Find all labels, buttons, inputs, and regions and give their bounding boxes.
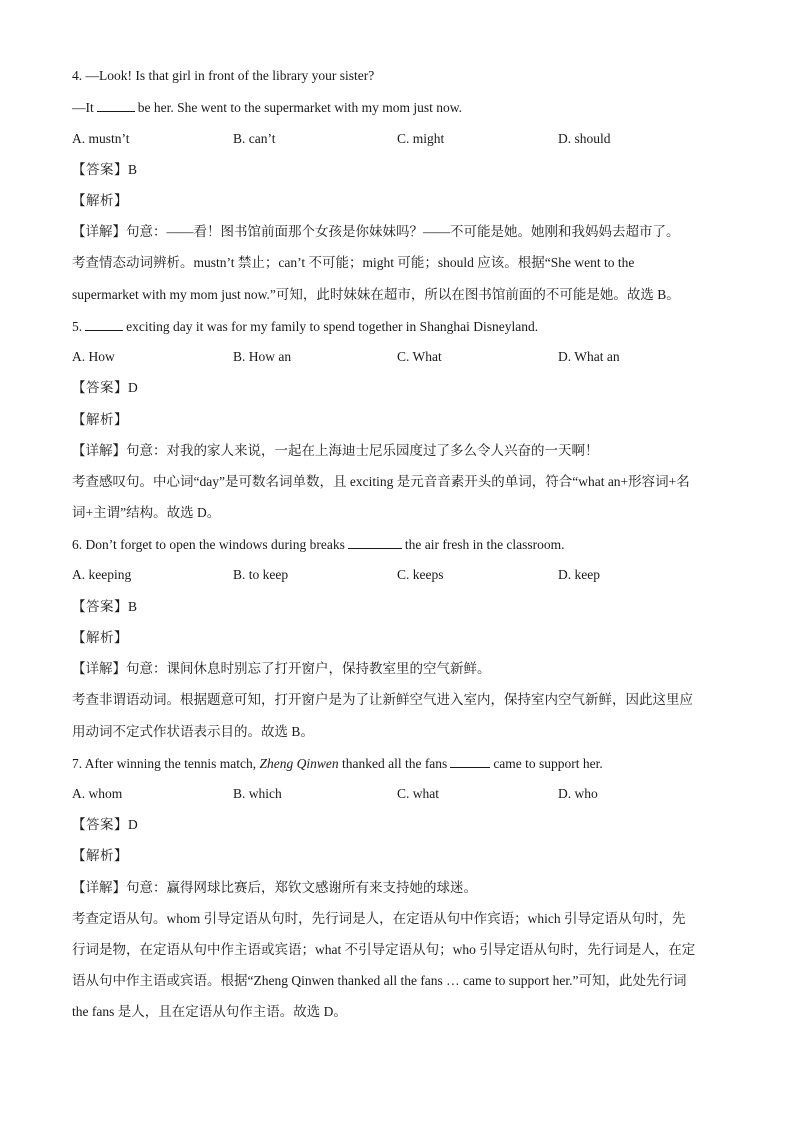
stem-text: 7. After winning the tennis match, [72, 756, 257, 771]
question-7-detail-line: 语从句中作主语或宾语。根据“Zheng Qinwen thanked all the fans … came to support her.”可知，此处先行词 [72, 973, 687, 988]
question-5-answer: 【答案】D [72, 380, 139, 395]
stem-text: 6. Don’t forget to open the windows during breaks [72, 537, 345, 552]
option-a: A. How [72, 349, 115, 364]
answer-blank [348, 535, 402, 549]
question-6-stem [72, 535, 565, 554]
option-d: D. who [558, 786, 598, 801]
question-4-detail-line: supermarket with my mom just now.”可知，此时妹妹在超市，所以在图书馆前面的不可能是她。故选 B。 [72, 287, 680, 302]
question-6-analysis-label: 【解析】 [72, 630, 128, 645]
question-7-detail-line: 【详解】句意：赢得网球比赛后，郑钦文感谢所有来支持她的球迷。 [72, 880, 477, 895]
option-b: B. How an [233, 349, 292, 364]
question-4-detail-line: 考查情态动词辨析。mustn’t 禁止；can’t 不可能；might 可能；should 应该。根据“She went to the [72, 255, 635, 270]
stem-text: —It [72, 100, 94, 115]
question-5-detail-line: 词+主谓”结构。故选 D。 [72, 505, 221, 520]
question-4-detail-line: 【详解】句意：——看！图书馆前面那个女孩是你妹妹吗？——不可能是她。她刚和我妈妈去超市了。 [72, 224, 680, 239]
question-7-answer: 【答案】D [72, 817, 139, 832]
question-7-detail-line: 考查定语从句。whom 引导定语从句时，先行词是人，在定语从句中作宾语；which 引导定语从句时，先 [72, 911, 686, 926]
stem-text: the air fresh in the classroom. [404, 537, 565, 552]
question-4-answer: 【答案】B [72, 162, 138, 177]
question-4-analysis-label: 【解析】 [72, 193, 128, 208]
stem-text: exciting day it was for my family to spend together in Shanghai Disneyland. [126, 319, 539, 334]
option-c: C. what [397, 786, 439, 801]
question-6-detail-line: 考查非谓语动词。根据题意可知，打开窗户是为了让新鲜空气进入室内，保持室内空气新鲜，因此这里应 [72, 692, 693, 707]
option-b: B. can’t [233, 131, 276, 146]
option-b: B. which [233, 786, 282, 801]
stem-text: came to support her. [493, 756, 603, 771]
person-name: Zheng Qinwen [259, 756, 339, 771]
stem-text: be her. She went to the supermarket with my mom just now. [137, 100, 462, 115]
question-4-options [72, 130, 732, 148]
question-5-options [72, 348, 732, 366]
question-7-analysis-label: 【解析】 [72, 848, 128, 863]
question-6-answer: 【答案】B [72, 599, 138, 614]
option-a: A. whom [72, 786, 123, 801]
answer-blank [97, 98, 135, 112]
question-6-options [72, 566, 732, 584]
question-7-detail-line: 行词是物，在定语从句中作主语或宾语；what 不引导定语从句；who 引导定语从句时，先行词是人，在定 [72, 942, 696, 957]
question-7-detail-line: the fans 是人，且在定语从句作主语。故选 D。 [72, 1004, 347, 1019]
question-5-stem [72, 317, 538, 336]
question-4-stem-line-1: 4. —Look! Is that girl in front of the library your sister? [72, 68, 375, 83]
option-d: D. keep [558, 567, 600, 582]
question-5-analysis-label: 【解析】 [72, 412, 128, 427]
option-a: A. mustn’t [72, 131, 130, 146]
option-d: D. What an [558, 349, 620, 364]
question-7-stem [72, 754, 603, 773]
answer-blank [85, 317, 123, 331]
question-6-detail-line: 用动词不定式作状语表示目的。故选 B。 [72, 724, 314, 739]
question-7-options [72, 785, 732, 803]
option-b: B. to keep [233, 567, 289, 582]
option-c: C. keeps [397, 567, 444, 582]
answer-blank [450, 754, 490, 768]
stem-text: thanked all the fans [341, 756, 448, 771]
question-6-detail-line: 【详解】句意：课间休息时别忘了打开窗户，保持教室里的空气新鲜。 [72, 661, 491, 676]
question-5-detail-line: 【详解】句意：对我的家人来说，一起在上海迪士尼乐园度过了多么令人兴奋的一天啊！ [72, 443, 599, 458]
option-c: C. might [397, 131, 445, 146]
option-c: C. What [397, 349, 442, 364]
option-a: A. keeping [72, 567, 132, 582]
stem-text: 5. [72, 319, 83, 334]
question-5-detail-line: 考查感叹句。中心词“day”是可数名词单数，且 exciting 是元音音素开头的单词，符合“what an+形容词+名 [72, 474, 690, 489]
question-4-stem-line-2 [72, 98, 462, 117]
option-d: D. should [558, 131, 611, 146]
